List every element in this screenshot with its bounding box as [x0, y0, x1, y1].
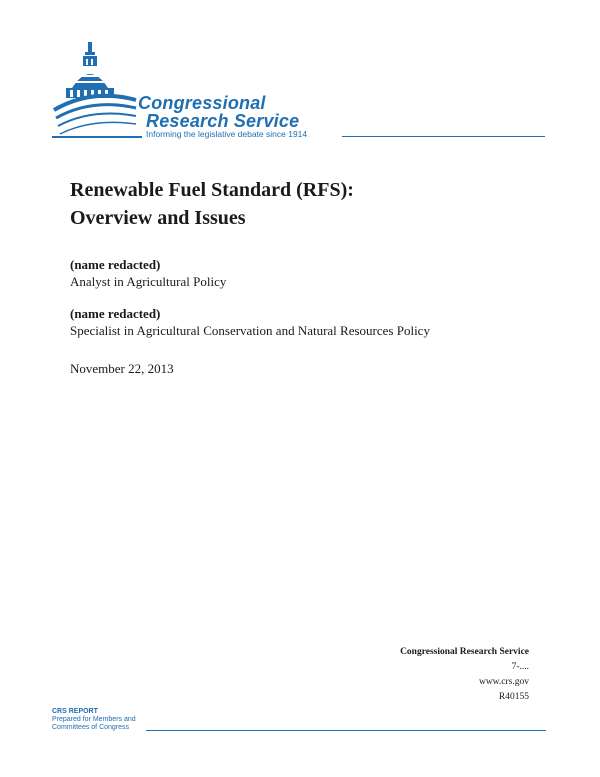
logo-text-line1: Congressional — [138, 93, 266, 113]
crs-org-name: Congressional Research Service — [400, 647, 529, 657]
report-title — [70, 176, 540, 232]
author-role: Specialist in Agricultural Conservation and Natural Resources Policy — [70, 323, 430, 338]
footer-line-1: Prepared for Members and — [52, 716, 136, 723]
author-name: (name redacted) — [70, 257, 161, 272]
crs-logo — [52, 40, 552, 150]
footer-line-2: Committees of Congress — [52, 724, 130, 731]
crs-phone: 7-.... — [511, 662, 529, 672]
author-role: Analyst in Agricultural Policy — [70, 274, 227, 289]
report-number: R40155 — [498, 692, 529, 702]
footer-label: CRS REPORT — [52, 708, 98, 715]
logo-text-line2: Research Service — [146, 111, 300, 131]
crs-website-link[interactable]: www.crs.gov — [478, 677, 529, 687]
logo-rule — [342, 136, 545, 137]
crs-contact-block — [400, 645, 529, 705]
title-line-2: Overview and Issues — [70, 207, 246, 229]
capitol-dome-icon — [52, 40, 142, 140]
title-line-1: Renewable Fuel Standard (RFS): — [70, 179, 354, 201]
author-2 — [70, 305, 430, 339]
logo-tagline: Informing the legislative debate since 1914 — [146, 129, 308, 139]
author-name: (name redacted) — [70, 306, 161, 321]
report-date: November 22, 2013 — [70, 361, 174, 376]
footer-rule — [146, 730, 546, 731]
author-1 — [70, 256, 226, 290]
footer — [52, 708, 136, 732]
